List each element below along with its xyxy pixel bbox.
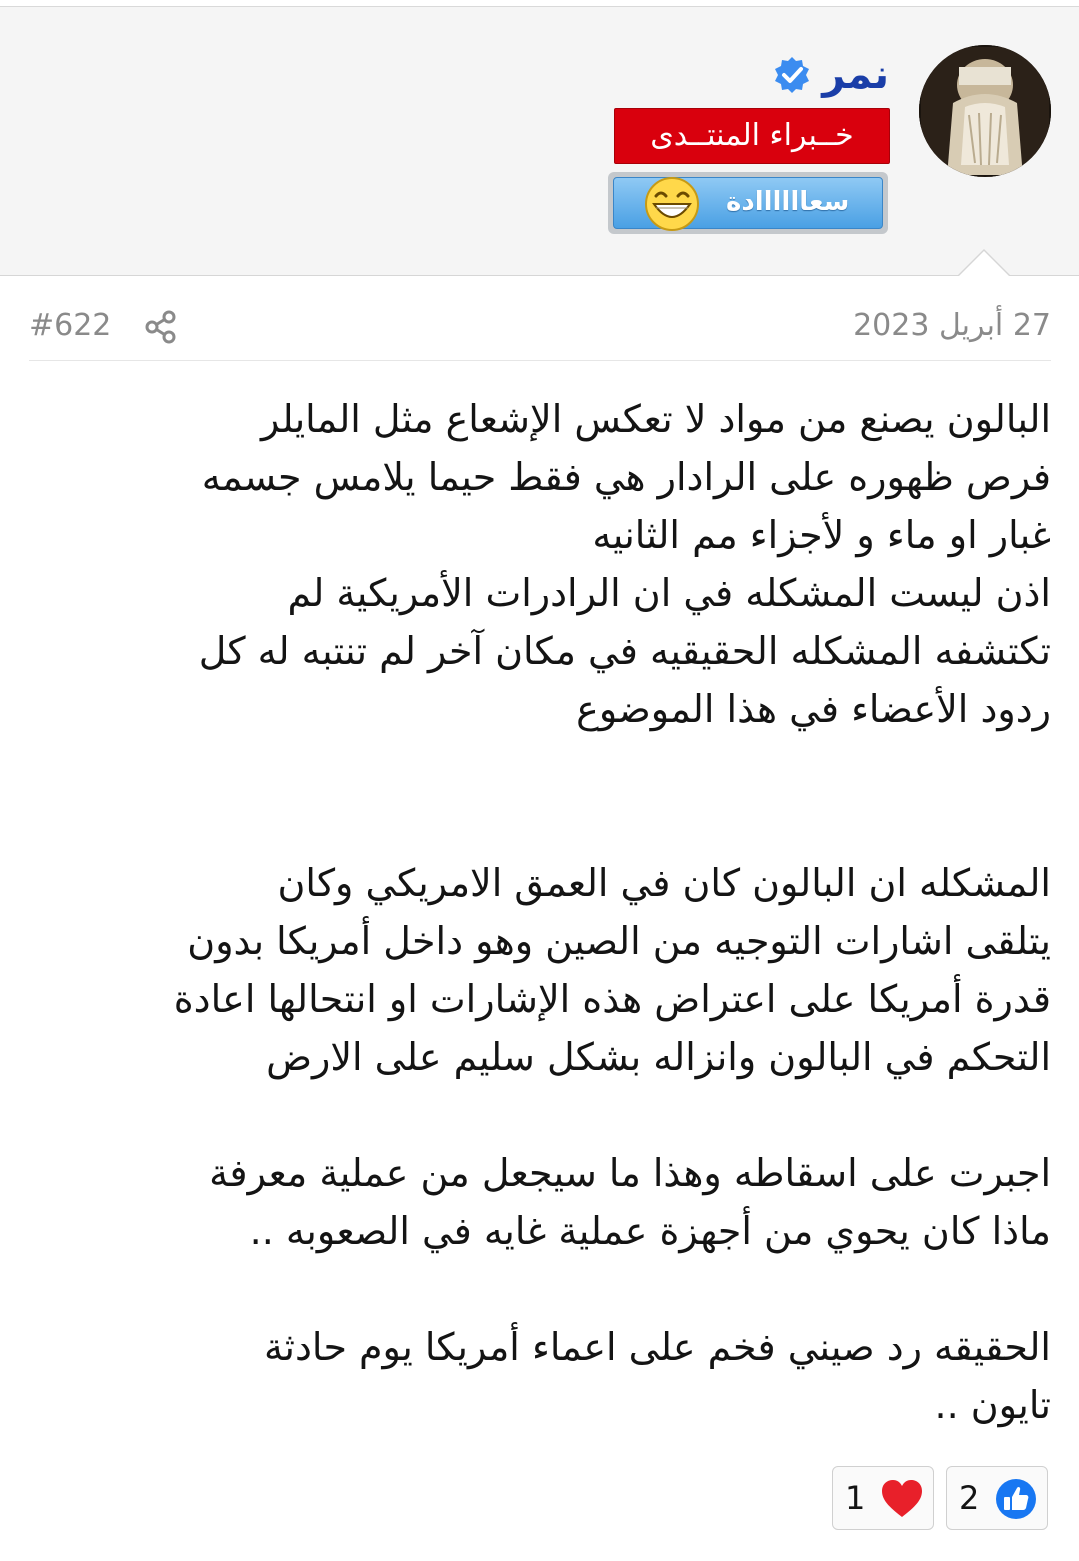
username-row	[772, 47, 889, 103]
post-author-header	[0, 7, 1079, 276]
thumbs-up-icon	[993, 1477, 1039, 1521]
mood-label: سعاااااادة	[726, 187, 850, 217]
rank-title-badge: خــبراء المنتــدى	[614, 108, 890, 164]
post-paragraph: المشكله ان البالون كان في العمق الامريكي وكان يتلقى اشارات التوجيه من الصين وهو داخل أمريكا بدون قدرة أمريكا على اعتراض هذه الإشارات او انتحالها اعادة التحكم في البالون وانزاله بشكل سليم على الارض	[173, 861, 1051, 1079]
post-paragraph: اجبرت على اسقاطه وهذا ما سيجعل من عملية معرفة ماذا كان يحوي من أجهزة عملية غايه في الصعوبه ..	[209, 1151, 1051, 1253]
smiley-face-icon	[642, 174, 702, 234]
love-reaction[interactable]	[832, 1466, 934, 1530]
post-meta-row	[29, 302, 1051, 354]
heart-icon	[879, 1477, 925, 1521]
avatar[interactable]	[919, 45, 1051, 177]
like-count: 2	[959, 1479, 980, 1517]
verified-badge-icon	[772, 55, 812, 95]
like-reaction[interactable]	[946, 1466, 1048, 1530]
reactions-bar	[832, 1466, 1048, 1532]
mood-badge	[608, 172, 888, 234]
post-date[interactable]: 27 أبريل 2023	[853, 308, 1051, 343]
post-paragraph: الحقيقه رد صيني فخم على اعماء أمريكا يوم حادثة تايون ..	[264, 1325, 1051, 1427]
avatar-photo	[919, 45, 1051, 177]
post-number-link[interactable]: #622	[29, 308, 112, 343]
meta-divider	[29, 360, 1051, 361]
post-body	[24, 390, 1051, 1434]
username[interactable]: نمر	[822, 52, 889, 98]
post-paragraph: البالون يصنع من مواد لا تعكس الإشعاع مثل المايلر فرص ظهوره على الرادار هي فقط حيما يلامس جسمه غبار او ماء و لأجزاء مم الثانيه اذن ليست المشكله في ان الرادرات الأمريكية لم تكتشفه المشكله الحقيقيه في مكان آخر لم تنتبه له كل ردود الأعضاء في هذا الموضوع	[198, 397, 1051, 731]
love-count: 1	[845, 1479, 866, 1517]
share-icon[interactable]	[144, 310, 178, 344]
